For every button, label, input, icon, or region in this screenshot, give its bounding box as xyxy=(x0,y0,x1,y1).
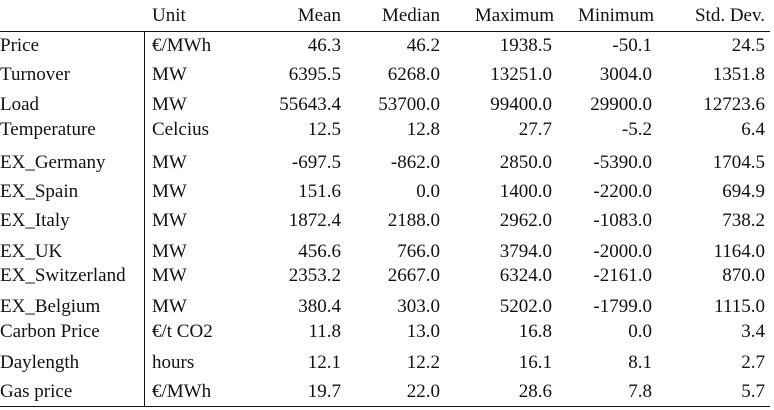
mean-cell: 19.7 xyxy=(307,381,341,402)
std-dev-cell: 12723.6 xyxy=(703,94,765,115)
median-cell: 2667.0 xyxy=(387,265,440,286)
mean-cell: 55643.4 xyxy=(279,94,341,115)
header-unit: Unit xyxy=(152,5,186,26)
unit-cell: Celcius xyxy=(152,119,209,140)
header-maximum: Maximum xyxy=(474,5,554,26)
variable-name: EX_Italy xyxy=(0,210,70,231)
maximum-cell: 2962.0 xyxy=(499,210,552,231)
unit-cell: €/MWh xyxy=(152,35,212,56)
maximum-cell: 3794.0 xyxy=(499,241,552,262)
std-dev-cell: 2.7 xyxy=(741,352,765,373)
header-rule xyxy=(0,31,770,32)
table-row xyxy=(0,117,774,143)
table-row xyxy=(0,92,774,118)
table-row xyxy=(0,208,774,234)
median-cell: 2188.0 xyxy=(387,210,440,231)
maximum-cell: 27.7 xyxy=(518,119,552,140)
table-row xyxy=(0,62,774,88)
maximum-cell: 2850.0 xyxy=(499,152,552,173)
median-cell: 12.8 xyxy=(406,119,440,140)
minimum-cell: -5390.0 xyxy=(593,152,652,173)
std-dev-cell: 870.0 xyxy=(722,265,765,286)
std-dev-cell: 6.4 xyxy=(741,119,765,140)
header-row xyxy=(0,3,774,29)
variable-name: Price xyxy=(0,35,40,56)
table-row xyxy=(0,319,774,345)
std-dev-cell: 3.4 xyxy=(741,321,765,342)
variable-name: Temperature xyxy=(0,119,96,140)
variable-name: EX_Germany xyxy=(0,152,106,173)
maximum-cell: 13251.0 xyxy=(490,64,552,85)
table-row xyxy=(0,294,774,320)
std-dev-cell: 24.5 xyxy=(731,35,765,56)
unit-cell: €/MWh xyxy=(152,381,212,402)
maximum-cell: 1938.5 xyxy=(499,35,552,56)
variable-name: EX_Spain xyxy=(0,181,79,202)
median-cell: 0.0 xyxy=(416,181,440,202)
table-row xyxy=(0,379,774,405)
minimum-cell: -2200.0 xyxy=(593,181,652,202)
unit-cell: hours xyxy=(152,352,195,373)
minimum-cell: -2000.0 xyxy=(593,241,652,262)
mean-cell: 46.3 xyxy=(307,35,341,56)
median-cell: 13.0 xyxy=(406,321,440,342)
median-cell: 6268.0 xyxy=(387,64,440,85)
header-median: Median xyxy=(381,5,440,26)
variable-name: Gas price xyxy=(0,381,73,402)
mean-cell: 6395.5 xyxy=(288,64,341,85)
minimum-cell: 3004.0 xyxy=(599,64,652,85)
unit-cell: MW xyxy=(152,152,187,173)
mean-cell: 1872.4 xyxy=(288,210,341,231)
table-row xyxy=(0,33,774,59)
variable-name: EX_Switzerland xyxy=(0,265,126,286)
unit-cell: MW xyxy=(152,181,187,202)
unit-cell: MW xyxy=(152,241,187,262)
mean-cell: 11.8 xyxy=(308,321,341,342)
bottom-rule xyxy=(0,406,770,407)
median-cell: 46.2 xyxy=(406,35,440,56)
std-dev-cell: 738.2 xyxy=(722,210,765,231)
mean-cell: 12.5 xyxy=(307,119,341,140)
header-minimum: Minimum xyxy=(577,5,654,26)
mean-cell: 151.6 xyxy=(298,181,341,202)
mean-cell: 456.6 xyxy=(298,241,341,262)
std-dev-cell: 1164.0 xyxy=(713,241,765,262)
unit-cell: MW xyxy=(152,94,187,115)
variable-name: EX_Belgium xyxy=(0,296,101,317)
table-row xyxy=(0,350,774,376)
unit-cell: MW xyxy=(152,265,187,286)
header-std-dev: Std. Dev. xyxy=(694,5,765,26)
maximum-cell: 6324.0 xyxy=(499,265,552,286)
mean-cell: 2353.2 xyxy=(288,265,341,286)
median-cell: 766.0 xyxy=(397,241,440,262)
variable-name: Turnover xyxy=(0,64,71,85)
mean-cell: 12.1 xyxy=(307,352,341,373)
maximum-cell: 99400.0 xyxy=(490,94,552,115)
variable-name: Carbon Price xyxy=(0,321,100,342)
table-row xyxy=(0,263,774,289)
header-mean: Mean xyxy=(297,5,341,26)
maximum-cell: 16.1 xyxy=(518,352,552,373)
minimum-cell: -2161.0 xyxy=(593,265,652,286)
mean-cell: 380.4 xyxy=(298,296,341,317)
table-row xyxy=(0,239,774,265)
maximum-cell: 28.6 xyxy=(518,381,552,402)
minimum-cell: 29900.0 xyxy=(590,94,652,115)
median-cell: 12.2 xyxy=(406,352,440,373)
median-cell: 22.0 xyxy=(406,381,440,402)
unit-cell: MW xyxy=(152,296,187,317)
median-cell: 53700.0 xyxy=(378,94,440,115)
table-row xyxy=(0,179,774,205)
minimum-cell: -1083.0 xyxy=(593,210,652,231)
maximum-cell: 1400.0 xyxy=(499,181,552,202)
minimum-cell: -5.2 xyxy=(621,119,652,140)
unit-cell: MW xyxy=(152,210,187,231)
minimum-cell: 7.8 xyxy=(628,381,652,402)
std-dev-cell: 5.7 xyxy=(741,381,765,402)
variable-name: Daylength xyxy=(0,352,80,373)
variable-name: Load xyxy=(0,94,40,115)
table-row xyxy=(0,150,774,176)
maximum-cell: 5202.0 xyxy=(499,296,552,317)
minimum-cell: 0.0 xyxy=(628,321,652,342)
median-cell: -862.0 xyxy=(390,152,440,173)
median-cell: 303.0 xyxy=(397,296,440,317)
std-dev-cell: 1704.5 xyxy=(712,152,765,173)
minimum-cell: 8.1 xyxy=(628,352,652,373)
unit-cell: €/t CO2 xyxy=(152,321,213,342)
minimum-cell: -50.1 xyxy=(612,35,652,56)
mean-cell: -697.5 xyxy=(291,152,341,173)
std-dev-cell: 1115.0 xyxy=(714,296,765,317)
unit-cell: MW xyxy=(152,64,187,85)
std-dev-cell: 694.9 xyxy=(722,181,765,202)
maximum-cell: 16.8 xyxy=(518,321,552,342)
std-dev-cell: 1351.8 xyxy=(712,64,765,85)
minimum-cell: -1799.0 xyxy=(593,296,652,317)
variable-name: EX_UK xyxy=(0,241,63,262)
